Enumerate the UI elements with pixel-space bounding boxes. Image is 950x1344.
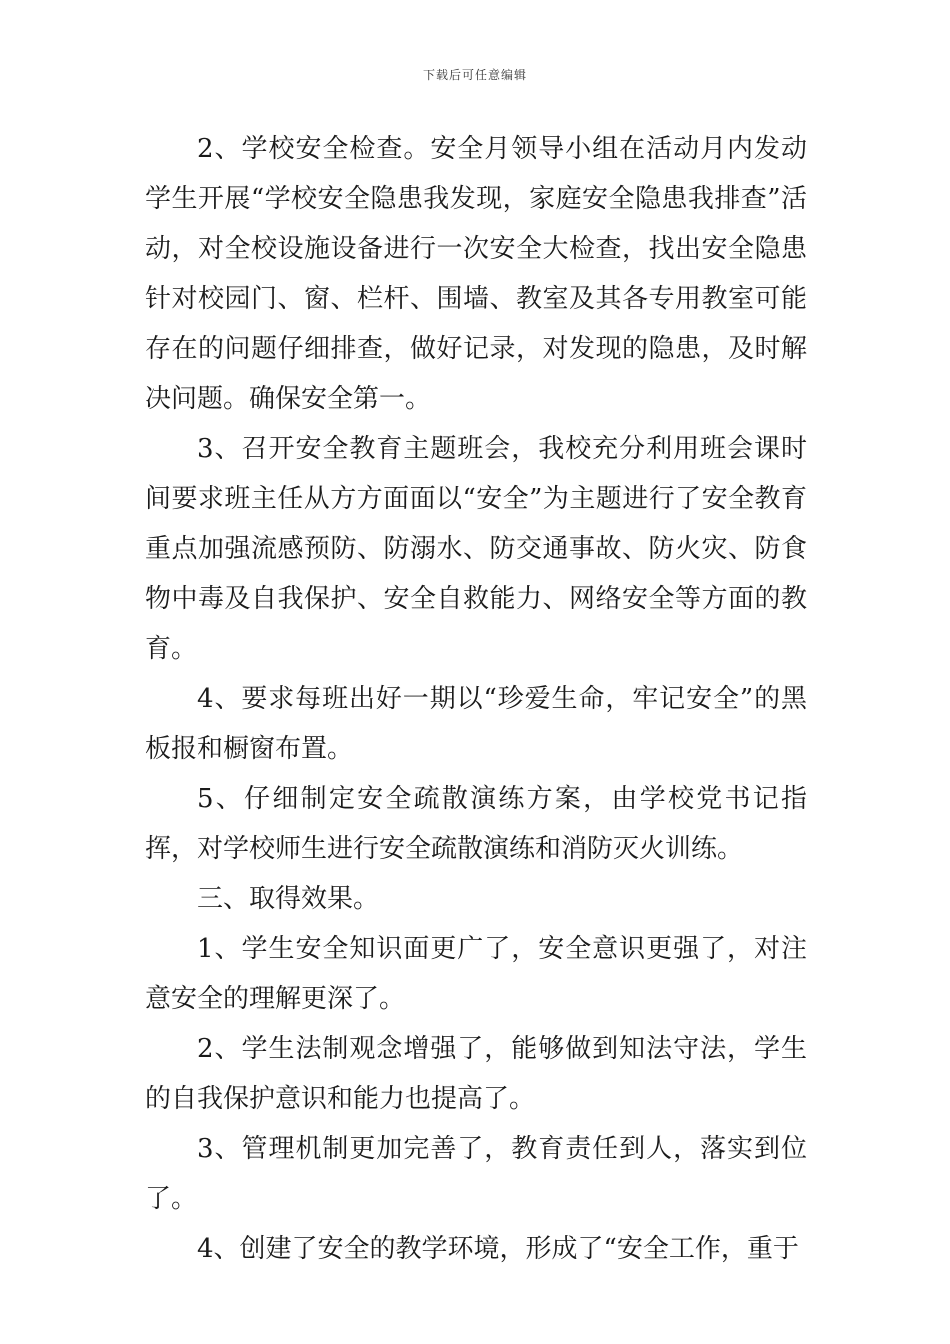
section-heading-results: 三、取得效果。 [197, 884, 380, 914]
paragraph-result-2: 2、学生法制观念增强了，能够做到知法守法，学生的自我保护意识和能力也提高了。 [145, 1034, 807, 1114]
header-note: 下载后可任意编辑 [422, 68, 527, 82]
paragraph-result-4: 4、创建了安全的教学环境，形成了“安全工作，重于 [197, 1234, 799, 1264]
paragraph-school-safety-inspection: 2、学校安全检查。安全月领导小组在活动月内发动学生开展“学校安全隐患我发现，家庭安全隐患我排查”活动，对全校设施设备进行一次安全大检查，找出安全隐患针对校园门、窗、栏杆、围墙、教室及其各专用教室可能存在的问题仔细排查，做好记录，对发现的隐患，及时解决问题。确保安全第一。 [145, 134, 807, 414]
paragraph-blackboard: 4、要求每班出好一期以“珍爱生命，牢记安全”的黑板报和橱窗布置。 [145, 684, 807, 764]
paragraph-result-1: 1、学生安全知识面更广了，安全意识更强了，对注意安全的理解更深了。 [145, 934, 807, 1014]
document-body [145, 124, 807, 1274]
paragraph-class-meeting: 3、召开安全教育主题班会，我校充分利用班会课时间要求班主任从方方面面以“安全”为主题进行了安全教育重点加强流感预防、防溺水、防交通事故、防火灾、防食物中毒及自我保护、安全自救能力、网络安全等方面的教育。 [145, 434, 807, 664]
paragraph-result-3: 3、管理机制更加完善了，教育责任到人，落实到位了。 [145, 1134, 807, 1214]
paragraph-evacuation-drill: 5、仔细制定安全疏散演练方案，由学校党书记指挥，对学校师生进行安全疏散演练和消防灭火训练。 [145, 784, 807, 864]
